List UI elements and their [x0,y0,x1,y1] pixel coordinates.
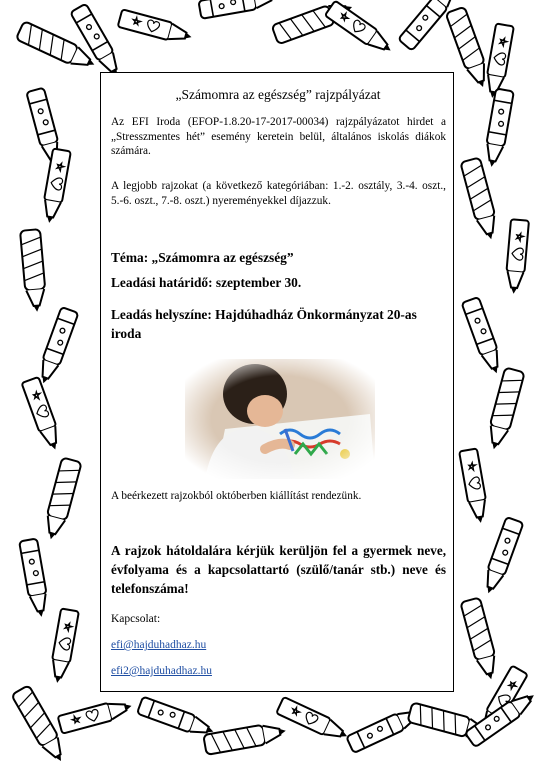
contact-label: Kapcsolat: [111,613,161,625]
intro-paragraph: Az EFI Iroda (EFOP-1.8.20-17-2017-00034) rajzpályázatot hirdet a „Stresszmentes hét” esemény keretein belül, általános iskolás diákok számára. [111,116,446,158]
child-drawing-photo [185,359,375,479]
poster-title: „Számomra az egészség” rajzpályázat [175,87,381,102]
location-heading: Leadás helyszíne: Hajdúhadház Önkormányzat 20-as iroda [111,307,417,341]
poster-content [100,72,454,692]
exhibition-paragraph: A beérkezett rajzokból októberben kiállítást rendezünk. [111,490,362,502]
theme-heading: Téma: „Számomra az egészség” [111,250,294,265]
email-link-1[interactable]: efi@hajduhadhaz.hu [111,639,207,651]
email-link-2[interactable]: efi2@hajduhadhaz.hu [111,665,212,677]
deadline-heading: Leadási határidő: szeptember 30. [111,275,302,290]
backside-instructions: A rajzok hátoldalára kérjük kerüljön fel a gyermek neve, évfolyama és a kapcsolattartó (szülő/tanár stb.) neve és telefonszáma! [111,543,446,596]
categories-paragraph: A legjobb rajzokat (a következő kategóriában: 1.-2. osztály, 3.-4. oszt., 5.-6. oszt., 7.-8. oszt.) nyereményekkel díjazzuk. [111,180,446,207]
